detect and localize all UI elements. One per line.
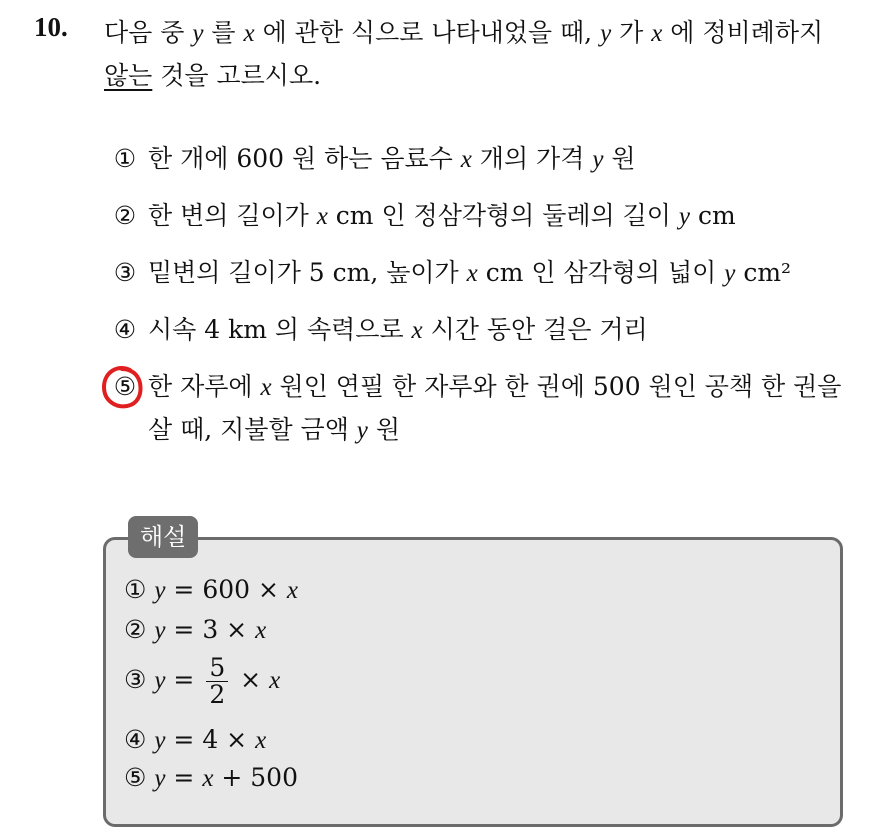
- var-x: x: [286, 577, 298, 604]
- question-number: 10.: [34, 12, 68, 42]
- var-x: x: [460, 146, 472, 173]
- fraction-numerator: 5: [206, 655, 228, 682]
- choice-text: cm 인 정삼각형의 둘레의 길이: [327, 201, 679, 230]
- choice-text: 한 변의 길이가: [148, 201, 317, 230]
- choice-text: cm 인 삼각형의 넓이: [477, 258, 725, 287]
- var-x: x: [466, 260, 478, 287]
- solution-mark: ④: [124, 725, 147, 754]
- solution-text: + 500: [213, 763, 298, 792]
- question-text-part: 가: [611, 18, 652, 47]
- question-text-part: 에 관한 식으로 나타내었을 때,: [254, 18, 601, 47]
- choice-5[interactable]: [108, 366, 868, 452]
- var-x: x: [255, 727, 267, 754]
- var-x: x: [411, 317, 423, 344]
- choice-mark: ①: [113, 144, 137, 173]
- var-y: y: [592, 146, 604, 173]
- question-text-part: 다음 중: [104, 18, 193, 47]
- var-y: y: [192, 20, 204, 47]
- choice-4[interactable]: [108, 309, 868, 352]
- solution-mark: ③: [124, 665, 147, 694]
- explanation-tag: 해설: [128, 516, 198, 558]
- var-y: y: [154, 577, 166, 604]
- solution-line-2: [124, 612, 266, 649]
- var-x: x: [316, 203, 328, 230]
- solution-line-5: [124, 760, 298, 797]
- solution-text: ×: [232, 665, 270, 694]
- choice-text: 원: [603, 144, 636, 173]
- solution-line-4: [124, 722, 266, 759]
- solution-text: =: [165, 763, 203, 792]
- question-text: [104, 12, 874, 97]
- solution-text: = 4 ×: [165, 725, 256, 754]
- underlined-keyword: 않는: [104, 61, 153, 90]
- choice-text: 한 개에 600 원 하는 음료수: [148, 144, 461, 173]
- choice-mark: ②: [113, 201, 137, 230]
- question-text-part: 를: [203, 18, 244, 47]
- fraction-denominator: 2: [209, 680, 226, 709]
- var-x: x: [260, 374, 272, 401]
- choice-mark: ③: [113, 258, 137, 287]
- question-text-part: 에 정비례하지: [662, 18, 824, 47]
- choice-text: 개의 가격: [471, 144, 593, 173]
- choice-text: 시간 동안 걸은 거리: [422, 315, 648, 344]
- var-y: y: [154, 765, 166, 792]
- solution-mark: ①: [124, 575, 147, 604]
- solution-mark: ②: [124, 615, 147, 644]
- choice-mark: ⑤: [113, 372, 137, 401]
- choice-text: 원인 연필 한 자루와 한 권에 500 원인 공책 한 권을 살 때, 지불할 금액: [148, 372, 842, 444]
- solution-text: =: [165, 665, 203, 694]
- var-y: y: [154, 617, 166, 644]
- solution-line-3: [124, 655, 280, 708]
- choice-mark: ④: [113, 315, 137, 344]
- var-x: x: [269, 667, 281, 694]
- solution-text: = 3 ×: [165, 615, 256, 644]
- solution-text: = 600 ×: [165, 575, 287, 604]
- choice-3[interactable]: [108, 252, 868, 295]
- var-y: y: [724, 260, 736, 287]
- choice-text: cm: [690, 201, 736, 230]
- var-x: x: [255, 617, 267, 644]
- var-y: y: [600, 20, 612, 47]
- choice-1[interactable]: [108, 138, 868, 181]
- var-x: x: [651, 20, 663, 47]
- fraction: [206, 655, 228, 708]
- var-y: y: [356, 417, 368, 444]
- choice-text: 한 자루에: [148, 372, 261, 401]
- var-x: x: [243, 20, 255, 47]
- var-x: x: [202, 765, 214, 792]
- solution-mark: ⑤: [124, 763, 147, 792]
- choice-text: cm²: [735, 258, 792, 287]
- choice-text: 밑변의 길이가 5 cm, 높이가: [148, 258, 467, 287]
- var-y: y: [154, 667, 166, 694]
- var-y: y: [678, 203, 691, 230]
- choice-text: 시속 4 km 의 속력으로: [148, 315, 412, 344]
- var-y: y: [154, 727, 166, 754]
- choice-text: 원: [367, 415, 401, 444]
- solution-line-1: [124, 572, 298, 609]
- choice-list: [108, 138, 868, 466]
- choice-2[interactable]: [108, 195, 868, 238]
- question-text-part: 것을 고르시오.: [152, 61, 322, 90]
